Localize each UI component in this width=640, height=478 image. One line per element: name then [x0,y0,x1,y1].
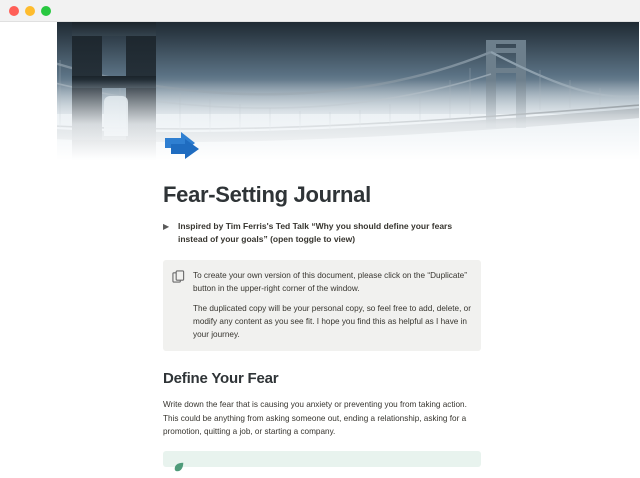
callout-text-body [193,269,471,341]
callout-paragraph-2: The duplicated copy will be your personal copy, so feel free to add, delete, or modify any content as you see fit. I hope you find this as helpful as I have in your journey. [193,304,471,339]
window-left-margin [0,22,57,160]
window-titlebar [0,0,640,22]
leaf-icon [173,459,186,460]
section-heading-define-your-fear: Define Your Fear [163,370,279,387]
intro-toggle-label: Inspired by Tim Ferris's Ted Talk “Why you should define your fears instead of your goals” (open toggle to view) [178,221,453,244]
chevron-right-icon[interactable]: ▶ [163,222,170,231]
blue-right-arrow-icon[interactable] [163,130,203,160]
tip-callout [163,451,481,467]
document-page [0,22,640,467]
close-window-button[interactable] [9,6,19,16]
callout-paragraph-1: To create your own version of this document, please click on the “Duplicate” button in the upper-right corner of the window. [193,271,467,293]
traffic-light-buttons [9,6,51,16]
minimize-window-button[interactable] [25,6,35,16]
intro-toggle-block[interactable] [163,220,481,246]
page-title: Fear-Setting Journal [163,182,371,207]
section-body-define-your-fear: Write down the fear that is causing you anxiety or preventing you from taking action. This could be anything from asking someone out, ending a relationship, asking for a promotion, quitting a job, or starting a company. [163,400,467,436]
zoom-window-button[interactable] [41,6,51,16]
cover-image[interactable] [0,22,640,160]
cover-image-graphic [0,22,640,160]
document-content [0,160,640,467]
duplicate-instructions-callout [163,260,481,351]
duplicate-document-icon [172,269,185,341]
